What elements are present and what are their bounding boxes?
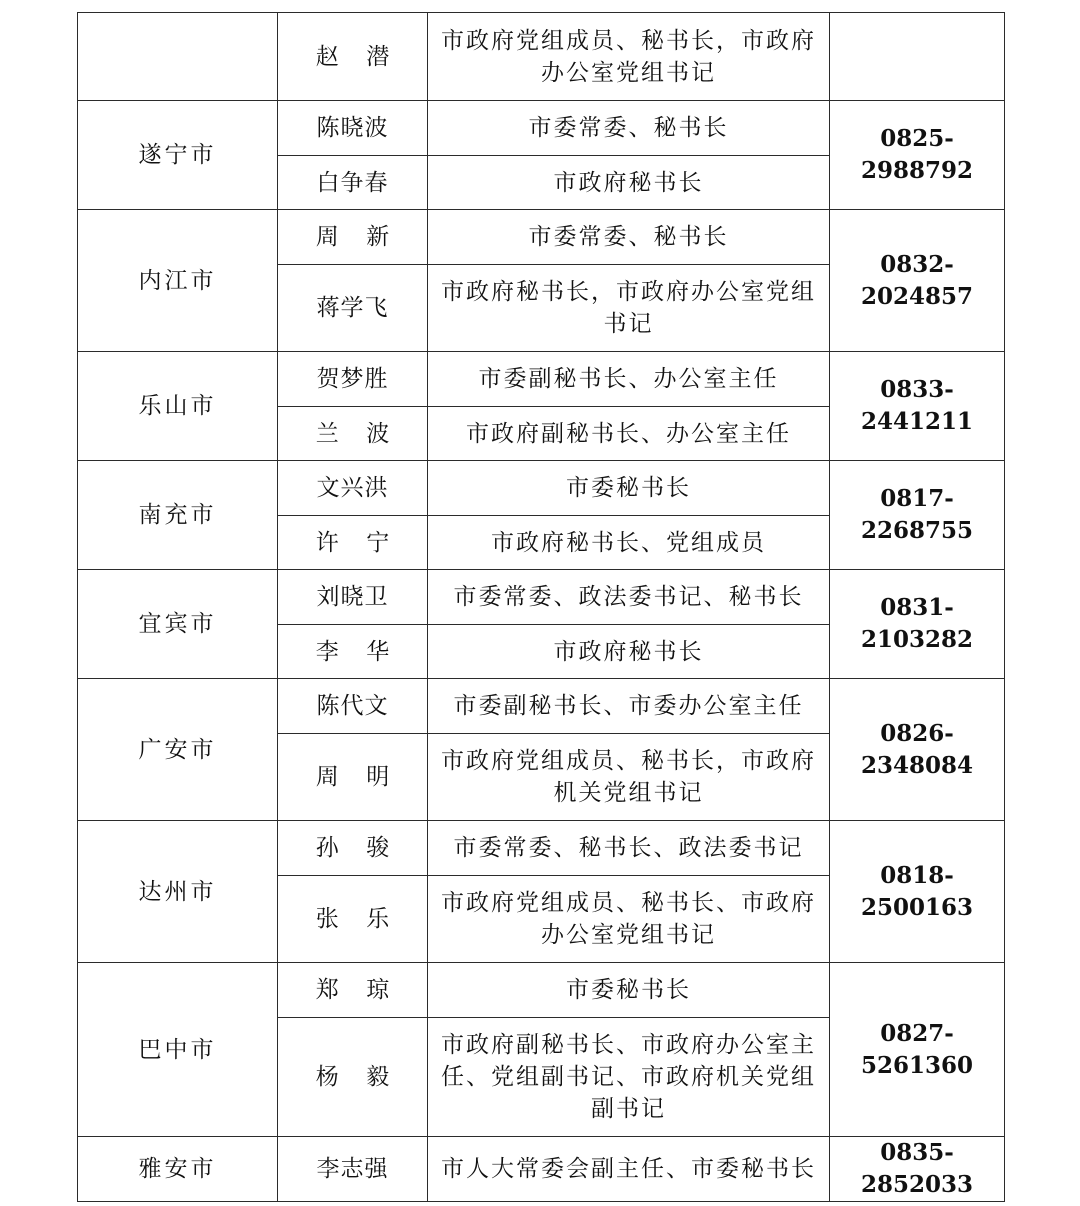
name-cell: 孙骏 [278, 821, 428, 876]
contact-directory-table [77, 12, 1005, 1202]
name-cell: 杨毅 [278, 1018, 428, 1137]
table-row [78, 1137, 1005, 1202]
name-cell: 陈晓波 [278, 101, 428, 156]
table-row [78, 821, 1005, 876]
phone-cell: 0827-5261360 [830, 963, 1005, 1137]
name-cell: 周明 [278, 734, 428, 821]
phone-cell: 0832-2024857 [830, 210, 1005, 352]
phone-cell: 0835-2852033 [830, 1137, 1005, 1202]
position-cell: 市委常委、政法委书记、秘书长 [428, 570, 830, 625]
city-cell: 南充市 [78, 461, 278, 570]
table-row [78, 210, 1005, 265]
position-cell: 市委常委、秘书长 [428, 101, 830, 156]
position-cell: 市政府党组成员、秘书长、市政府办公室党组书记 [428, 876, 830, 963]
name-cell: 赵潜 [278, 13, 428, 101]
city-cell: 广安市 [78, 679, 278, 821]
city-cell: 巴中市 [78, 963, 278, 1137]
phone-cell: 0818-2500163 [830, 821, 1005, 963]
table-row [78, 570, 1005, 625]
phone-cell: 0826-2348084 [830, 679, 1005, 821]
name-cell: 贺梦胜 [278, 352, 428, 407]
table-row [78, 352, 1005, 407]
name-cell: 张乐 [278, 876, 428, 963]
position-cell: 市政府党组成员、秘书长，市政府机关党组书记 [428, 734, 830, 821]
table-row [78, 963, 1005, 1018]
phone-cell: 0833-2441211 [830, 352, 1005, 461]
table-row [78, 101, 1005, 156]
name-cell: 许宁 [278, 516, 428, 570]
name-cell: 刘晓卫 [278, 570, 428, 625]
position-cell: 市委副秘书长、市委办公室主任 [428, 679, 830, 734]
position-cell: 市委副秘书长、办公室主任 [428, 352, 830, 407]
position-cell: 市政府秘书长 [428, 156, 830, 210]
position-cell: 市委秘书长 [428, 963, 830, 1018]
name-cell: 文兴洪 [278, 461, 428, 516]
city-cell: 内江市 [78, 210, 278, 352]
name-cell: 李华 [278, 625, 428, 679]
position-cell: 市政府副秘书长、办公室主任 [428, 407, 830, 461]
position-cell: 市政府党组成员、秘书长，市政府办公室党组书记 [428, 13, 830, 101]
name-cell: 陈代文 [278, 679, 428, 734]
position-cell: 市政府秘书长，市政府办公室党组书记 [428, 265, 830, 352]
name-cell: 兰波 [278, 407, 428, 461]
city-cell: 达州市 [78, 821, 278, 963]
phone-cell: 0825-2988792 [830, 101, 1005, 210]
position-cell: 市委常委、秘书长 [428, 210, 830, 265]
name-cell: 周新 [278, 210, 428, 265]
name-cell: 郑琼 [278, 963, 428, 1018]
table-row [78, 13, 1005, 101]
position-cell: 市委秘书长 [428, 461, 830, 516]
city-cell: 乐山市 [78, 352, 278, 461]
phone-cell [830, 13, 1005, 101]
city-cell: 宜宾市 [78, 570, 278, 679]
position-cell: 市政府秘书长、党组成员 [428, 516, 830, 570]
phone-cell: 0817-2268755 [830, 461, 1005, 570]
city-cell [78, 13, 278, 101]
name-cell: 李志强 [278, 1137, 428, 1202]
city-cell: 遂宁市 [78, 101, 278, 210]
table-row [78, 679, 1005, 734]
position-cell: 市委常委、秘书长、政法委书记 [428, 821, 830, 876]
position-cell: 市政府秘书长 [428, 625, 830, 679]
phone-cell: 0831-2103282 [830, 570, 1005, 679]
name-cell: 白争春 [278, 156, 428, 210]
city-cell: 雅安市 [78, 1137, 278, 1202]
position-cell: 市人大常委会副主任、市委秘书长 [428, 1137, 830, 1202]
position-cell: 市政府副秘书长、市政府办公室主任、党组副书记、市政府机关党组副书记 [428, 1018, 830, 1137]
name-cell: 蒋学飞 [278, 265, 428, 352]
table-row [78, 461, 1005, 516]
